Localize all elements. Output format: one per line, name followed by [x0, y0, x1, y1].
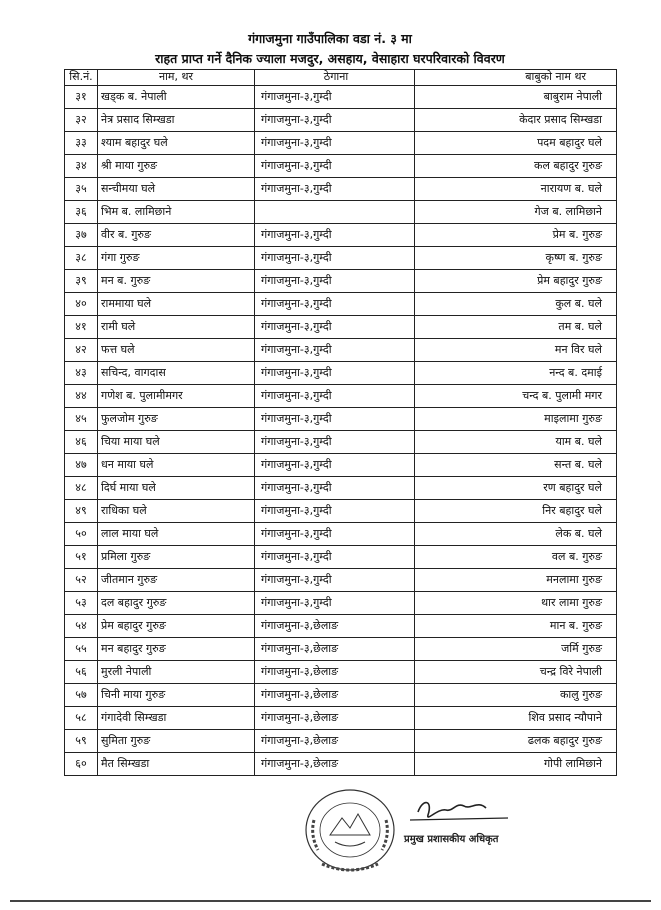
document-subtitle: राहत प्राप्त गर्ने दैनिक ज्याला मजदुर, असहाय, वेसाहारा घरपरिवारको विवरण	[155, 51, 505, 66]
name-cell: फुलजोम गुरुङ	[98, 408, 255, 431]
page-bottom-rule	[10, 900, 651, 902]
sn-cell: ५६	[65, 661, 98, 684]
sn-cell: ५१	[65, 546, 98, 569]
name-cell: चिया माया घले	[98, 431, 255, 454]
table-row	[65, 707, 617, 730]
table-row	[65, 546, 617, 569]
sn-cell: ४६	[65, 431, 98, 454]
father-name-cell: चन्द्र विरे नेपाली	[415, 661, 617, 684]
father-name-cell: मनलामा गुरुङ	[415, 569, 617, 592]
name-cell: प्रेम बहादुर गुरुङ	[98, 615, 255, 638]
address-cell: गंगाजमुना-३,गुम्दी	[255, 500, 415, 523]
table-row	[65, 109, 617, 132]
table-row	[65, 753, 617, 776]
sn-cell: ५४	[65, 615, 98, 638]
name-cell: जीतमान गुरुङ	[98, 569, 255, 592]
address-cell: गंगाजमुना-३,गुम्दी	[255, 109, 415, 132]
address-cell: गंगाजमुना-३,गुम्दी	[255, 477, 415, 500]
sn-cell: ४२	[65, 339, 98, 362]
father-name-cell: सन्त ब. घले	[415, 454, 617, 477]
sn-cell: ५०	[65, 523, 98, 546]
column-header-father-name: बाबुको नाम थर	[415, 70, 617, 86]
table-row	[65, 201, 617, 224]
sn-cell: ५५	[65, 638, 98, 661]
name-cell: सन्चीमया घले	[98, 178, 255, 201]
name-cell: दल बहादुर गुरुङ	[98, 592, 255, 615]
table-row	[65, 454, 617, 477]
father-name-cell: मान ब. गुरुङ	[415, 615, 617, 638]
sn-cell: ४१	[65, 316, 98, 339]
table-row	[65, 592, 617, 615]
column-header-address: ठेगाना	[255, 70, 415, 86]
address-cell: गंगाजमुना-३,गुम्दी	[255, 408, 415, 431]
name-cell: धन माया घले	[98, 454, 255, 477]
sn-cell: ३१	[65, 86, 98, 109]
address-cell: गंगाजमुना-३,गुम्दी	[255, 569, 415, 592]
table-body	[65, 86, 617, 776]
father-name-cell: पदम बहादुर घले	[415, 132, 617, 155]
signature-title: प्रमुख प्रशासकीय अधिकृत	[404, 834, 499, 845]
sn-cell: ५७	[65, 684, 98, 707]
sn-cell: ४७	[65, 454, 98, 477]
father-name-cell: कालु गुरुङ	[415, 684, 617, 707]
father-name-cell: नारायण ब. घले	[415, 178, 617, 201]
address-cell: गंगाजमुना-३,गुम्दी	[255, 385, 415, 408]
father-name-cell: वल ब. गुरुङ	[415, 546, 617, 569]
address-cell: गंगाजमुना-३,छेलाङ	[255, 638, 415, 661]
name-cell: राधिका घले	[98, 500, 255, 523]
father-name-cell: माइलामा गुरुङ	[415, 408, 617, 431]
name-cell: श्री माया गुरुङ	[98, 155, 255, 178]
sn-cell: ४४	[65, 385, 98, 408]
father-name-cell: कल बहादुर गुरुङ	[415, 155, 617, 178]
address-cell: गंगाजमुना-३,गुम्दी	[255, 454, 415, 477]
table-row	[65, 408, 617, 431]
name-cell: मन ब. गुरुङ	[98, 270, 255, 293]
name-cell: सुमिता गुरुङ	[98, 730, 255, 753]
table-row	[65, 684, 617, 707]
father-name-cell: केदार प्रसाद सिम्खडा	[415, 109, 617, 132]
table-row	[65, 155, 617, 178]
officer-signature	[398, 790, 528, 870]
address-cell: गंगाजमुना-३,गुम्दी	[255, 247, 415, 270]
sn-cell: ३६	[65, 201, 98, 224]
name-cell: दिर्घ माया घले	[98, 477, 255, 500]
father-name-cell: कृष्ण ब. गुरुङ	[415, 247, 617, 270]
sn-cell: ३२	[65, 109, 98, 132]
sn-cell: ३७	[65, 224, 98, 247]
father-name-cell: लेक ब. घले	[415, 523, 617, 546]
father-name-cell: ढलक बहादुर गुरुङ	[415, 730, 617, 753]
father-name-cell: रण बहादुर घले	[415, 477, 617, 500]
name-cell: फत्त घले	[98, 339, 255, 362]
father-name-cell: चन्द ब. पुलामी मगर	[415, 385, 617, 408]
column-header-name: नाम, थर	[98, 70, 255, 86]
address-cell: गंगाजमुना-३,गुम्दी	[255, 178, 415, 201]
name-cell: प्रमिला गुरुङ	[98, 546, 255, 569]
father-name-cell: जर्मि गुरुङ	[415, 638, 617, 661]
name-cell: चिनी माया गुरुङ	[98, 684, 255, 707]
father-name-cell: गेज ब. लामिछाने	[415, 201, 617, 224]
address-cell: गंगाजमुना-३,गुम्दी	[255, 592, 415, 615]
address-cell: गंगाजमुना-३,छेलाङ	[255, 661, 415, 684]
sn-cell: ४८	[65, 477, 98, 500]
table-row	[65, 500, 617, 523]
column-header-sn: सि.नं.	[65, 70, 98, 86]
sn-cell: ३३	[65, 132, 98, 155]
name-cell: गंगा गुरुङ	[98, 247, 255, 270]
name-cell: खड्क ब. नेपाली	[98, 86, 255, 109]
father-name-cell: निर बहादुर घले	[415, 500, 617, 523]
sn-cell: ४५	[65, 408, 98, 431]
address-cell: गंगाजमुना-३,गुम्दी	[255, 339, 415, 362]
address-cell	[255, 201, 415, 224]
name-cell: सचिन्द, वागदास	[98, 362, 255, 385]
table-row	[65, 661, 617, 684]
sn-cell: ३५	[65, 178, 98, 201]
address-cell: गंगाजमुना-३,गुम्दी	[255, 362, 415, 385]
address-cell: गंगाजमुना-३,छेलाङ	[255, 730, 415, 753]
address-cell: गंगाजमुना-३,छेलाङ	[255, 707, 415, 730]
table-row	[65, 730, 617, 753]
address-cell: गंगाजमुना-३,गुम्दी	[255, 224, 415, 247]
address-cell: गंगाजमुना-३,गुम्दी	[255, 523, 415, 546]
address-cell: गंगाजमुना-३,गुम्दी	[255, 316, 415, 339]
name-cell: मैत सिम्खडा	[98, 753, 255, 776]
sn-cell: ३८	[65, 247, 98, 270]
relief-recipients-table	[64, 69, 617, 776]
address-cell: गंगाजमुना-३,गुम्दी	[255, 86, 415, 109]
sn-cell: ३९	[65, 270, 98, 293]
name-cell: रामी घले	[98, 316, 255, 339]
address-cell: गंगाजमुना-३,छेलाङ	[255, 753, 415, 776]
table-row	[65, 293, 617, 316]
table-row	[65, 615, 617, 638]
name-cell: मन बहादुर गुरुङ	[98, 638, 255, 661]
sn-cell: ५२	[65, 569, 98, 592]
table-row	[65, 178, 617, 201]
table-row	[65, 638, 617, 661]
name-cell: गणेश ब. पुलामीमगर	[98, 385, 255, 408]
table-row	[65, 523, 617, 546]
name-cell: गंगादेवी सिम्खडा	[98, 707, 255, 730]
table-row	[65, 316, 617, 339]
sn-cell: ५८	[65, 707, 98, 730]
table-row	[65, 569, 617, 592]
father-name-cell: याम ब. घले	[415, 431, 617, 454]
address-cell: गंगाजमुना-३,गुम्दी	[255, 431, 415, 454]
name-cell: भिम ब. लामिछाने	[98, 201, 255, 224]
table-row	[65, 270, 617, 293]
sn-cell: ४०	[65, 293, 98, 316]
sn-cell: ५९	[65, 730, 98, 753]
father-name-cell: मन विर घले	[415, 339, 617, 362]
address-cell: गंगाजमुना-३,गुम्दी	[255, 132, 415, 155]
table-row	[65, 132, 617, 155]
sn-cell: ४३	[65, 362, 98, 385]
father-name-cell: तम ब. घले	[415, 316, 617, 339]
table-row	[65, 362, 617, 385]
father-name-cell: थार लामा गुरुङ	[415, 592, 617, 615]
address-cell: गंगाजमुना-३,गुम्दी	[255, 270, 415, 293]
table-row	[65, 477, 617, 500]
name-cell: नेत्र प्रसाद सिम्खडा	[98, 109, 255, 132]
name-cell: मुरली नेपाली	[98, 661, 255, 684]
father-name-cell: प्रेम ब. गुरुङ	[415, 224, 617, 247]
address-cell: गंगाजमुना-३,गुम्दी	[255, 546, 415, 569]
father-name-cell: प्रेम बहादुर गुरुङ	[415, 270, 617, 293]
father-name-cell: कुल ब. घले	[415, 293, 617, 316]
sn-cell: ३४	[65, 155, 98, 178]
name-cell: लाल माया घले	[98, 523, 255, 546]
sn-cell: ५३	[65, 592, 98, 615]
father-name-cell: गोपी लामिछाने	[415, 753, 617, 776]
father-name-cell: नन्द ब. दमाई	[415, 362, 617, 385]
address-cell: गंगाजमुना-३,छेलाङ	[255, 615, 415, 638]
table-row	[65, 385, 617, 408]
name-cell: राममाया घले	[98, 293, 255, 316]
table-header-row	[65, 70, 617, 86]
table-row	[65, 431, 617, 454]
document-title: गंगाजमुना गाउँपालिका वडा नं. ३ मा	[248, 31, 412, 46]
table-row	[65, 224, 617, 247]
table-row	[65, 339, 617, 362]
address-cell: गंगाजमुना-३,छेलाङ	[255, 684, 415, 707]
father-name-cell: शिव प्रसाद न्यौपाने	[415, 707, 617, 730]
table-row	[65, 247, 617, 270]
office-seal-stamp	[300, 780, 400, 880]
table-row	[65, 86, 617, 109]
address-cell: गंगाजमुना-३,गुम्दी	[255, 293, 415, 316]
name-cell: श्याम बहादुर घले	[98, 132, 255, 155]
name-cell: वीर ब. गुरुङ	[98, 224, 255, 247]
address-cell: गंगाजमुना-३,गुम्दी	[255, 155, 415, 178]
sn-cell: ६०	[65, 753, 98, 776]
sn-cell: ४९	[65, 500, 98, 523]
father-name-cell: बाबुराम नेपाली	[415, 86, 617, 109]
